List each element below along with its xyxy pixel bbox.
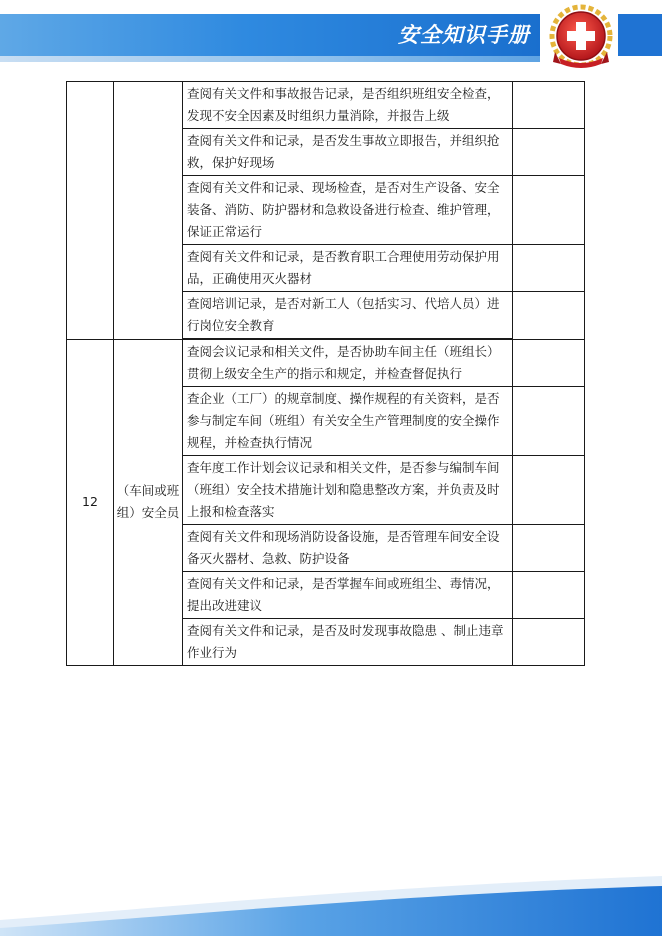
check-item-cell: 查阅会议记录和相关文件，是否协助车间主任（班组长）贯彻上级安全生产的指示和规定，并检查督促执行 xyxy=(183,339,513,387)
result-cell xyxy=(513,82,585,129)
item-number-cell: 12 xyxy=(67,339,114,666)
check-item-cell: 查阅有关文件和记录，是否发生事故立即报告，并组织抢救，保护好现场 xyxy=(183,129,513,176)
check-item-cell: 查阅有关文件和记录，是否教育职工合理使用劳动保护用品，正确使用灭火器材 xyxy=(183,245,513,292)
check-item-cell: 查阅有关文件和记录，是否掌握车间或班组尘、毒情况，提出改进建议 xyxy=(183,572,513,619)
check-item-cell: 查阅有关文件和记录，是否及时发现事故隐患 、制止违章作业行为 xyxy=(183,619,513,666)
page-header xyxy=(0,0,662,80)
safety-checklist-table xyxy=(66,81,585,666)
result-cell xyxy=(513,339,585,387)
role-cell: （车间或班组）安全员 xyxy=(114,339,183,666)
header-underline xyxy=(0,56,540,62)
result-cell xyxy=(513,619,585,666)
check-item-cell: 查阅有关文件和记录、现场检查，是否对生产设备、安全装备、消防、防护器材和急救设备进行检查、维护管理，保证正常运行 xyxy=(183,176,513,245)
result-cell xyxy=(513,572,585,619)
role-cell xyxy=(114,82,183,340)
check-item-cell: 查阅有关文件和事故报告记录，是否组织班组安全检查，发现不安全因素及时组织力量消除，并报告上级 xyxy=(183,82,513,129)
result-cell xyxy=(513,292,585,340)
footer-wave xyxy=(0,868,662,936)
result-cell xyxy=(513,129,585,176)
result-cell xyxy=(513,245,585,292)
check-item-cell: 查年度工作计划会议记录和相关文件，是否参与编制车间（班组）安全技术措施计划和隐患整改方案，并负责及时上报和检查落实 xyxy=(183,456,513,525)
check-item-cell: 查阅有关文件和现场消防设备设施，是否管理车间安全设备灭火器材、急救、防护设备 xyxy=(183,525,513,572)
result-cell xyxy=(513,387,585,456)
header-title: 安全知识手册 xyxy=(398,23,530,47)
result-cell xyxy=(513,525,585,572)
table-row xyxy=(67,82,585,129)
red-cross-badge-icon xyxy=(545,2,617,74)
table-row xyxy=(67,339,585,387)
result-cell xyxy=(513,176,585,245)
result-cell xyxy=(513,456,585,525)
check-item-cell: 查企业（工厂）的规章制度、操作规程的有关资料，是否参与制定车间（班组）有关安全生产管理制度的安全操作规程，并检查执行情况 xyxy=(183,387,513,456)
check-item-cell: 查阅培训记录，是否对新工人（包括实习、代培人员）进行岗位安全教育 xyxy=(183,292,513,340)
item-number-cell xyxy=(67,82,114,340)
header-band-right xyxy=(618,14,662,56)
